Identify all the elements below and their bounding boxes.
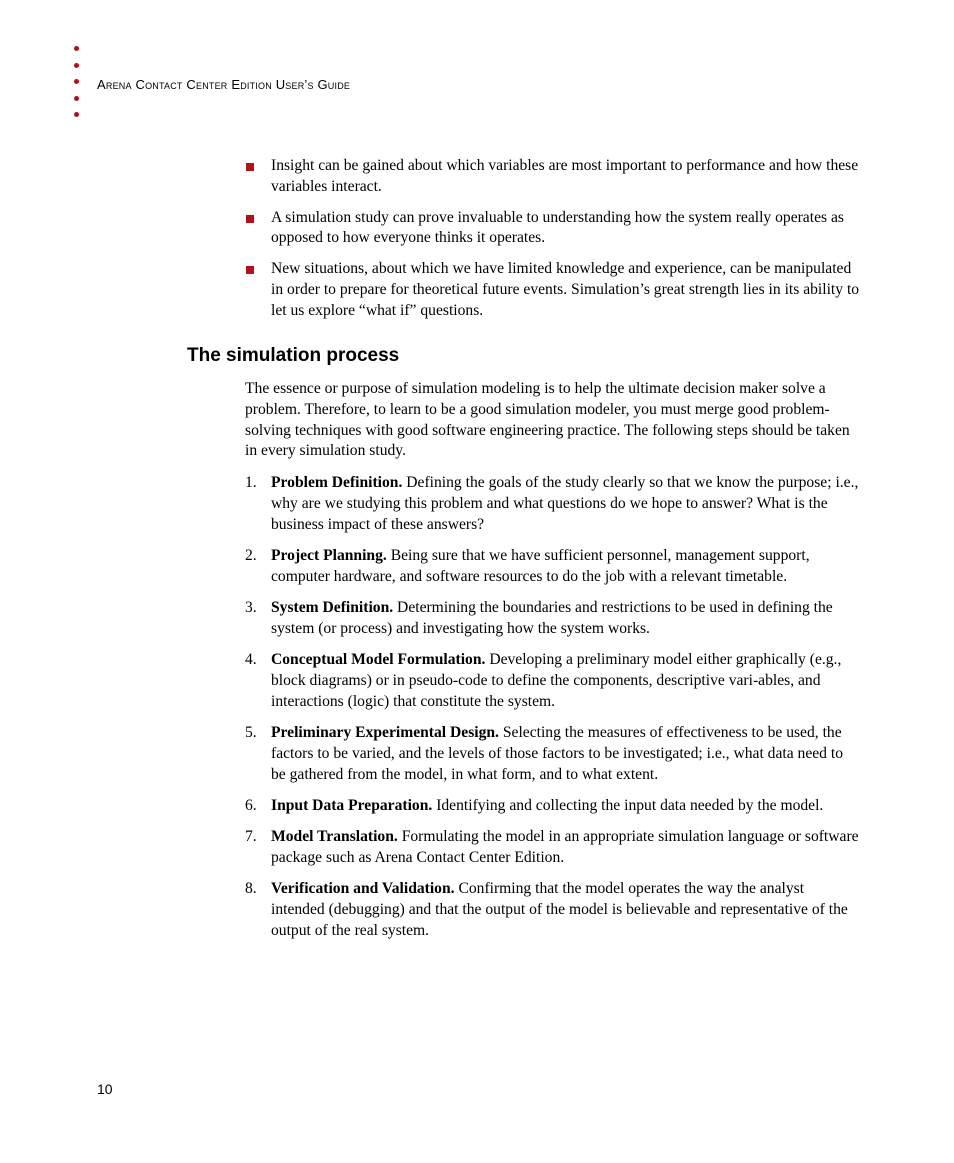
step-number: 7.	[245, 828, 257, 846]
step-item	[245, 598, 860, 640]
step-description: Determining the boundaries and restrictions to be used in defining the system (or process) and investigating how the system works.	[271, 598, 833, 637]
step-description: Defining the goals of the study clearly so that we know the purpose; i.e., why are we studying this problem and what questions do we hope to answer? What is the business impact of these answers?	[271, 474, 859, 533]
bullet-text: New situations, about which we have limited knowledge and experience, can be manipulated in order to prepare for theoretical future events. Simulation’s great strength lies in its ability to let us explore “what if” questions.	[271, 260, 860, 319]
margin-dot	[74, 79, 79, 84]
step-term: Verification and Validation.	[271, 880, 455, 898]
step-item	[245, 546, 860, 588]
step-term: Model Translation.	[271, 828, 398, 846]
step-description: Selecting the measures of effectiveness to be used, the factors to be varied, and the levels of those factors to be investigated; i.e., what data need to be gathered from the model, in what form, and to what extent.	[271, 723, 844, 783]
step-number: 4.	[245, 651, 257, 669]
square-bullet-icon	[246, 215, 254, 223]
step-term: Project Planning.	[271, 546, 387, 564]
step-item	[245, 827, 860, 869]
margin-dots-decoration	[74, 46, 79, 129]
step-item	[245, 650, 860, 712]
page-number: 10	[97, 1081, 113, 1097]
step-number: 3.	[245, 598, 257, 616]
step-term: Input Data Preparation.	[271, 796, 433, 814]
step-term: System Definition.	[271, 598, 394, 616]
step-description: Developing a preliminary model either graphically (e.g., block diagrams) or in pseudo-code to define the components, descriptive vari-ables, and interactions (logic) that constitute the system.	[271, 651, 842, 710]
square-bullet-icon	[246, 163, 254, 171]
bullet-item	[245, 259, 860, 321]
bullet-text: A simulation study can prove invaluable to understanding how the system really operates as opposed to how everyone thinks it operates.	[271, 208, 844, 247]
step-number: 1.	[245, 474, 257, 491]
running-header-title: Arena Contact Center Edition User’s Guide	[97, 77, 351, 92]
step-item	[245, 473, 860, 535]
step-number: 5.	[245, 723, 257, 741]
step-item	[245, 879, 860, 941]
step-term: Conceptual Model Formulation.	[271, 651, 486, 669]
section-heading: The simulation process	[187, 345, 400, 366]
step-description: Formulating the model in an appropriate simulation language or software package such as Arena Contact Center Edition.	[271, 828, 859, 866]
step-term: Problem Definition.	[271, 474, 403, 491]
simulation-steps-list	[245, 473, 860, 952]
step-number: 8.	[245, 880, 257, 898]
step-description: Identifying and collecting the input data needed by the model.	[432, 796, 824, 814]
bullet-text: Insight can be gained about which variables are most important to performance and how these variables interact.	[271, 157, 859, 195]
margin-dot	[74, 63, 79, 68]
margin-dot	[74, 112, 79, 117]
step-item	[245, 796, 860, 817]
square-bullet-icon	[246, 266, 254, 274]
bullet-item	[245, 156, 860, 198]
bullet-item	[245, 208, 860, 250]
step-description: Confirming that the model operates the way the analyst intended (debugging) and that the output of the model is believable and representative of the output of the real system.	[271, 880, 848, 939]
step-term: Preliminary Experimental Design.	[271, 723, 499, 741]
margin-dot	[74, 46, 79, 51]
margin-dot	[74, 96, 79, 101]
step-item	[245, 723, 860, 785]
step-number: 2.	[245, 546, 257, 564]
step-number: 6.	[245, 796, 257, 814]
step-description: Being sure that we have sufficient personnel, management support, computer hardware, and software resources to do the job with a relevant timetable.	[271, 546, 810, 585]
section-intro-paragraph: The essence or purpose of simulation modeling is to help the ultimate decision maker solve a problem. Therefore, to learn to be a good simulation modeler, you must merge good problem-solving techniques with good software engineering practice. The following steps should be taken in every simulation study.	[245, 380, 850, 460]
benefits-bullet-list	[245, 156, 860, 332]
